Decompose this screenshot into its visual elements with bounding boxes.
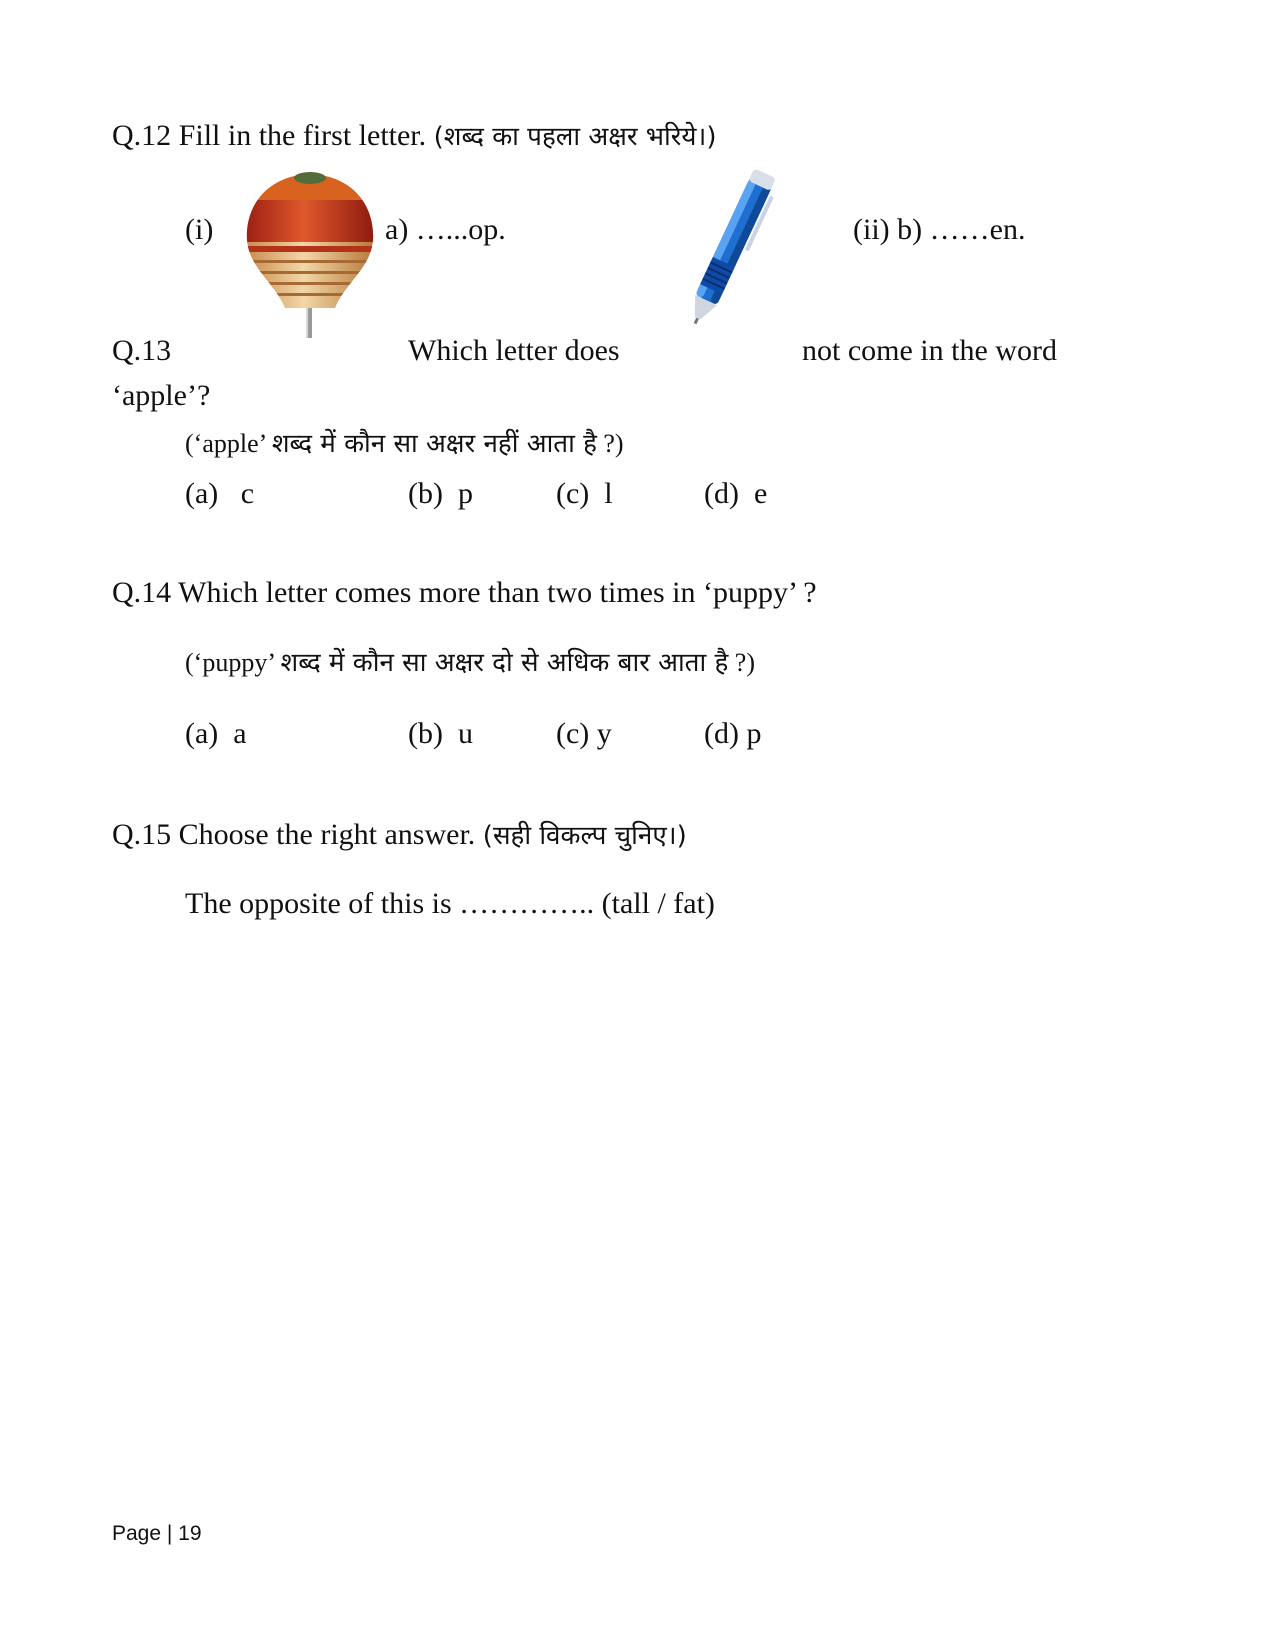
q15-statement: The opposite of this is ………….. (tall / fat) [185, 887, 715, 920]
q14-prompt: Which letter comes more than two times in ‘puppy’ ? [178, 576, 817, 609]
q13-prompt-hindi: शब्द में कौन सा अक्षर नहीं आता है [271, 429, 597, 459]
q12-number: Q.12 [112, 119, 172, 152]
q13-option-c[interactable]: (c) l [556, 477, 613, 510]
q12-item1-blank: a) …...op. [385, 213, 506, 246]
q13-option-b[interactable]: (b) p [408, 477, 473, 510]
q14-prompt-hindi-line [185, 645, 755, 681]
q15-number: Q.15 [112, 818, 172, 851]
q13-prompt-part3: ‘apple’? [112, 379, 211, 412]
q14-number: Q.14 [112, 576, 172, 609]
q13-number: Q.13 [112, 334, 172, 367]
q14-option-b[interactable]: (b) u [408, 717, 473, 750]
q14-option-c[interactable]: (c) y [556, 717, 612, 750]
q13-hindi-open: (‘apple’ [185, 429, 266, 458]
q12-prompt: Fill in the first letter. [178, 119, 427, 152]
q13-prompt-hindi-line [185, 426, 624, 462]
page-number: Page | 19 [112, 1522, 202, 1545]
spinning-top-image [245, 168, 375, 343]
q13-hindi-close: ?) [603, 429, 624, 458]
q15-prompt: Choose the right answer. [178, 818, 476, 851]
q13-prompt-part1: Which letter does [408, 334, 620, 367]
q12-line [112, 118, 717, 155]
q14-option-d[interactable]: (d) p [704, 717, 762, 750]
q12-item2-blank: (ii) b) ……en. [853, 213, 1026, 246]
q12-prompt-hindi: (शब्द का पहला अक्षर भरिये।) [433, 122, 717, 152]
pen-image [668, 165, 788, 340]
q14-line [112, 575, 817, 611]
q13-option-a[interactable]: (a) c [185, 477, 255, 510]
q14-hindi-close: ?) [734, 648, 755, 677]
q12-item1-label: (i) [185, 213, 214, 246]
q14-option-a[interactable]: (a) a [185, 717, 247, 750]
q13-prompt-part2: not come in the word [802, 334, 1057, 367]
q14-prompt-hindi: शब्द में कौन सा अक्षर दो से अधिक बार आता है [280, 648, 729, 678]
q14-hindi-open: (‘puppy’ [185, 648, 275, 677]
q15-prompt-hindi: (सही विकल्प चुनिए।) [482, 821, 687, 851]
q13-option-d[interactable]: (d) e [704, 477, 768, 510]
q15-line [112, 817, 687, 854]
